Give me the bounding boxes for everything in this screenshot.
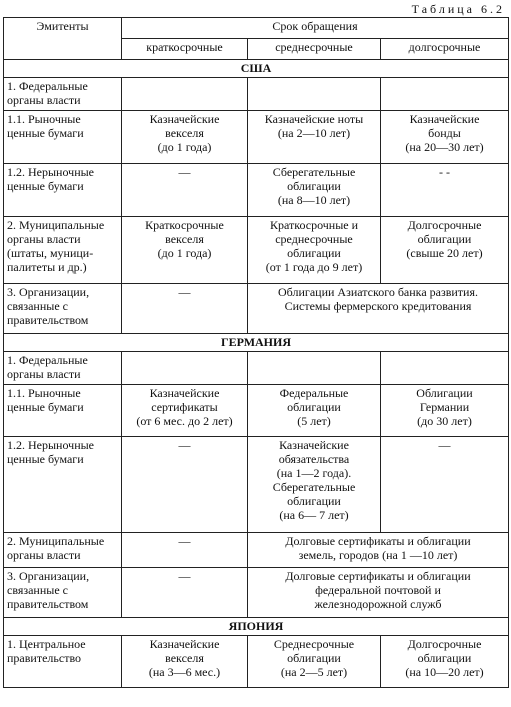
issuer-cell: 2. Муниципальные органы власти [4,533,122,568]
long-term-cell: Казначейские бонды (на 20—30 лет) [381,111,509,164]
empty-cell [381,352,509,385]
issuer-cell: 1.1. Рыночные ценные бумаги [4,111,122,164]
medium-term-cell: Сберегательные облигации (на 8—10 лет) [248,164,381,217]
issuer-cell: 3. Организации, связанные с правительством [4,568,122,618]
medium-term-cell: Федеральные облигации (5 лет) [248,385,381,437]
medium-term-cell: Среднесрочные облигации (на 2—5 лет) [248,636,381,688]
issuer-cell: 1.2. Нерыночные ценные бумаги [4,164,122,217]
header-short: краткосрочные [122,39,248,60]
short-term-cell: — [122,568,248,618]
short-term-cell: Казначейские векселя (до 1 года) [122,111,248,164]
empty-cell [381,78,509,111]
section-title-usa: США [4,60,509,78]
empty-cell [122,352,248,385]
header-medium: среднесрочные [248,39,381,60]
empty-cell [248,78,381,111]
long-term-cell: Облигации Германии (до 30 лет) [381,385,509,437]
issuer-cell: 2. Муниципальные органы власти (штаты, муници- палитеты и др.) [4,217,122,284]
short-term-cell: — [122,164,248,217]
header-issuers: Эмитенты [4,18,122,60]
securities-table [3,17,509,688]
issuer-cell: 1.2. Нерыночные ценные бумаги [4,437,122,533]
merged-term-cell: Облигации Азиатского банка развития. Системы фермерского кредитования [248,284,509,334]
short-term-cell: — [122,284,248,334]
empty-cell [122,78,248,111]
empty-cell [248,352,381,385]
section-title-germany: ГЕРМАНИЯ [4,334,509,352]
long-term-cell: - - [381,164,509,217]
short-term-cell: Краткосрочные векселя (до 1 года) [122,217,248,284]
long-term-cell: — [381,437,509,533]
long-term-cell: Долгосрочные облигации (свыше 20 лет) [381,217,509,284]
header-long: долгосрочные [381,39,509,60]
short-term-cell: — [122,437,248,533]
short-term-cell: — [122,533,248,568]
merged-term-cell: Долговые сертификаты и облигации земель, городов (на 1 —10 лет) [248,533,509,568]
issuer-cell: 1. Федеральные органы власти [4,78,122,111]
medium-term-cell: Казначейские ноты (на 2—10 лет) [248,111,381,164]
issuer-cell: 1. Федеральные органы власти [4,352,122,385]
section-title-japan: ЯПОНИЯ [4,618,509,636]
issuer-cell: 1.1. Рыночные ценные бумаги [4,385,122,437]
issuer-cell: 3. Организации, связанные с правительством [4,284,122,334]
short-term-cell: Казначейские сертификаты (от 6 мес. до 2 лет) [122,385,248,437]
header-term: Срок обращения [122,18,509,39]
long-term-cell: Долгосрочные облигации (на 10—20 лет) [381,636,509,688]
issuer-cell: 1. Центральное правительство [4,636,122,688]
medium-term-cell: Казначейские обязательства (на 1—2 года). Сберегательные облигации (на 6— 7 лет) [248,437,381,533]
medium-term-cell: Краткосрочные и среднесрочные облигации (от 1 года до 9 лет) [248,217,381,284]
table-caption: Таблица 6.2 [411,2,505,16]
merged-term-cell: Долговые сертификаты и облигации федеральной почтовой и железнодорожной служб [248,568,509,618]
short-term-cell: Казначейские векселя (на 3—6 мес.) [122,636,248,688]
